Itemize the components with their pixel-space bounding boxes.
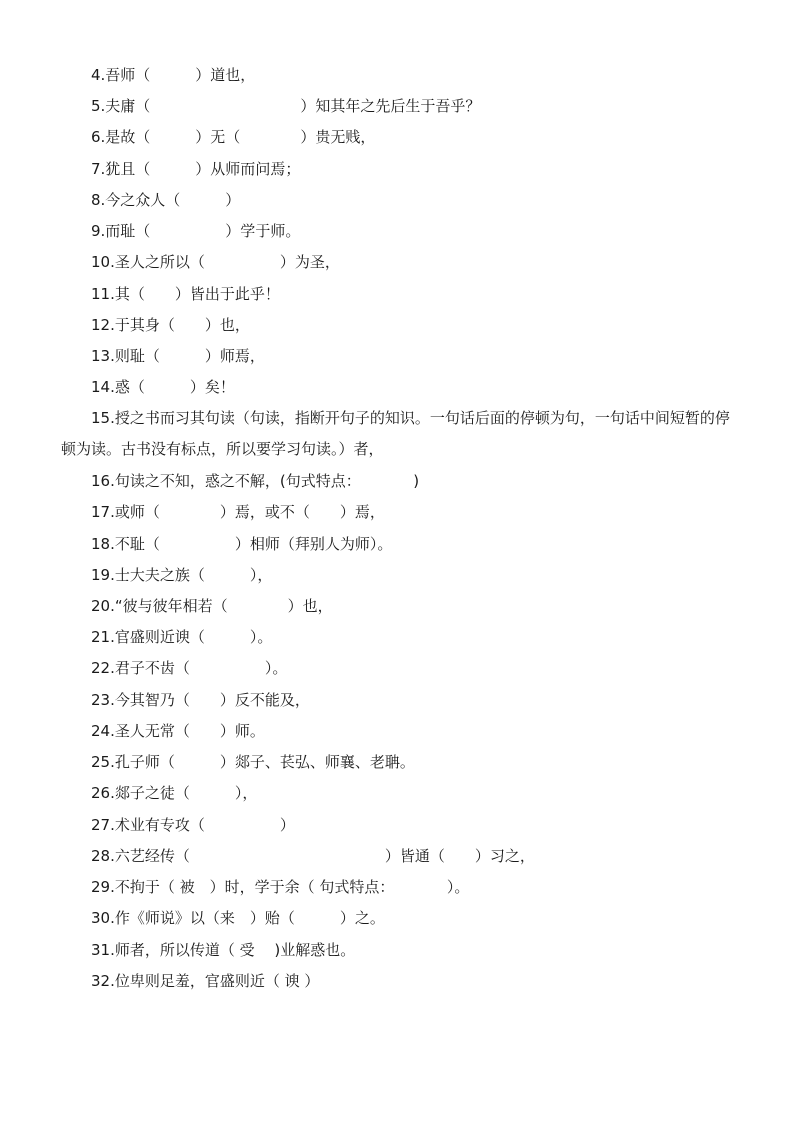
question-11: 11.其（ ）皆出于此乎！ [91,285,280,303]
question-28: 28.六艺经传（ ）皆通（ ）习之， [91,847,535,865]
question-24: 24.圣人无常（ ）师。 [91,722,265,740]
question-18: 18.不耻（ ）相师（拜别人为师）。 [91,535,393,553]
question-21: 21.官盛则近谀（ ）。 [91,628,273,646]
question-7: 7.犹且（ ）从师而问焉； [91,160,301,178]
question-9: 9.而耻（ ）学于师。 [91,222,301,240]
question-27: 27.术业有专攻（ ） [91,816,295,834]
question-14: 14.惑（ ）矣！ [91,378,235,396]
question-12: 12.于其身（ ）也， [91,316,250,334]
question-25: 25.孔子师（ ）郯子、苌弘、师襄、老聃。 [91,753,415,771]
question-5: 5.夫庸（ ）知其年之先后生于吾乎？ [91,97,481,115]
question-10: 10.圣人之所以（ ）为圣， [91,253,340,271]
question-23: 23.今其智乃（ ）反不能及， [91,691,310,709]
question-8: 8.今之众人（ ） [91,191,241,209]
question-30: 30.作《师说》以（来 ）贻（ ）之。 [91,909,385,927]
question-17: 17.或师（ ）焉，或不（ ）焉， [91,503,385,521]
question-15: 15.授之书而习其句读（句读，指断开句子的知识。一句话后面的停顿为句，一句话中间短暂的停顿为读。古书没有标点，所以要学习句读。）者， [61,409,730,458]
question-19: 19.士大夫之族（ ）， [91,566,273,584]
question-20: 20.“彼与彼年相若（ ）也， [91,597,333,615]
question-29: 29.不拘于（ 被 ）时，学于余（ 句式特点： ）。 [91,878,470,896]
question-13: 13.则耻（ ）师焉， [91,347,265,365]
question-4: 4.吾师（ ）道也， [91,66,256,84]
question-26: 26.郯子之徒（ ）， [91,784,258,802]
question-31: 31.师者，所以传道（ 受 )业解惑也。 [91,941,356,959]
question-16: 16.句读之不知，惑之不解，(句式特点： ) [91,472,420,490]
question-6: 6.是故（ ）无（ ）贵无贱， [91,128,376,146]
question-22: 22.君子不齿（ ）。 [91,659,288,677]
question-32: 32.位卑则足羞，官盛则近（ 谀 ） [91,972,320,990]
